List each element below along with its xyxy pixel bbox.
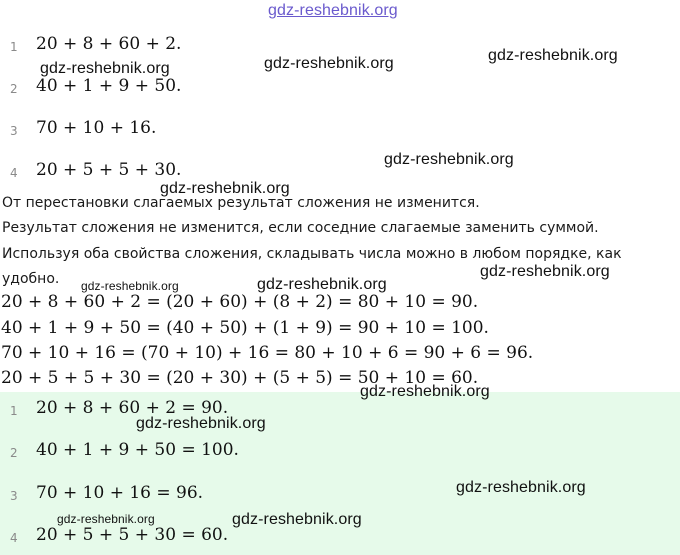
watermark-text: gdz-reshebnik.org: [360, 383, 490, 400]
task-number: 3: [10, 124, 18, 138]
answer-expression: 70 + 10 + 16 = 96.: [36, 483, 204, 503]
watermark-text: gdz-reshebnik.org: [81, 279, 179, 293]
task-expression: 40 + 1 + 9 + 50.: [36, 76, 182, 96]
watermark-text: gdz-reshebnik.org: [232, 511, 362, 528]
answer-expression: 40 + 1 + 9 + 50 = 100.: [36, 440, 239, 460]
explanation-line: От перестановки слагаемых результат сложения не изменится.: [2, 195, 480, 211]
answer-expression: 20 + 5 + 5 + 30 = 60.: [36, 525, 229, 545]
watermark-text: gdz-reshebnik.org: [488, 47, 618, 64]
task-number: 1: [10, 40, 18, 54]
watermark-text: gdz-reshebnik.org: [257, 276, 387, 293]
watermark-text: gdz-reshebnik.org: [40, 60, 170, 77]
header-watermark-link[interactable]: gdz-reshebnik.org: [268, 2, 398, 19]
solution-line: 20 + 8 + 60 + 2 = (20 + 60) + (8 + 2) = 80 + 10 = 90.: [1, 292, 479, 312]
solution-line: 70 + 10 + 16 = (70 + 10) + 16 = 80 + 10 + 6 = 90 + 6 = 96.: [1, 343, 534, 363]
task-expression: 20 + 8 + 60 + 2.: [36, 34, 182, 54]
task-number: 4: [10, 166, 18, 180]
watermark-text: gdz-reshebnik.org: [456, 479, 586, 496]
task-expression: 70 + 10 + 16.: [36, 118, 157, 138]
task-row: [0, 118, 680, 144]
explanation-line: Используя оба свойства сложения, складывать числа можно в любом порядке, как: [2, 246, 622, 262]
solution-line: 40 + 1 + 9 + 50 = (40 + 50) + (1 + 9) = 90 + 10 = 100.: [1, 318, 489, 338]
answer-row: [0, 440, 680, 466]
answer-number: 3: [10, 489, 18, 503]
explanation-line: Результат сложения не изменится, если соседние слагаемые заменить суммой.: [2, 220, 599, 236]
answer-number: 2: [10, 446, 18, 460]
task-row: [0, 76, 680, 102]
answer-expression: 20 + 8 + 60 + 2 = 90.: [36, 398, 229, 418]
task-row: [0, 160, 680, 186]
task-number: 2: [10, 82, 18, 96]
answer-panel: [0, 392, 680, 555]
watermark-text: gdz-reshebnik.org: [384, 151, 514, 168]
watermark-text: gdz-reshebnik.org: [57, 512, 155, 526]
explanation-line: удобно.: [2, 271, 60, 287]
watermark-text: gdz-reshebnik.org: [264, 55, 394, 72]
solution-line: 20 + 5 + 5 + 30 = (20 + 30) + (5 + 5) = 50 + 10 = 60.: [1, 368, 479, 388]
watermark-text: gdz-reshebnik.org: [480, 263, 610, 280]
answer-number: 1: [10, 404, 18, 418]
answer-row: [0, 398, 680, 424]
watermark-text: gdz-reshebnik.org: [136, 415, 266, 432]
task-expression: 20 + 5 + 5 + 30.: [36, 160, 182, 180]
watermark-text: gdz-reshebnik.org: [160, 180, 290, 197]
answer-number: 4: [10, 531, 18, 545]
